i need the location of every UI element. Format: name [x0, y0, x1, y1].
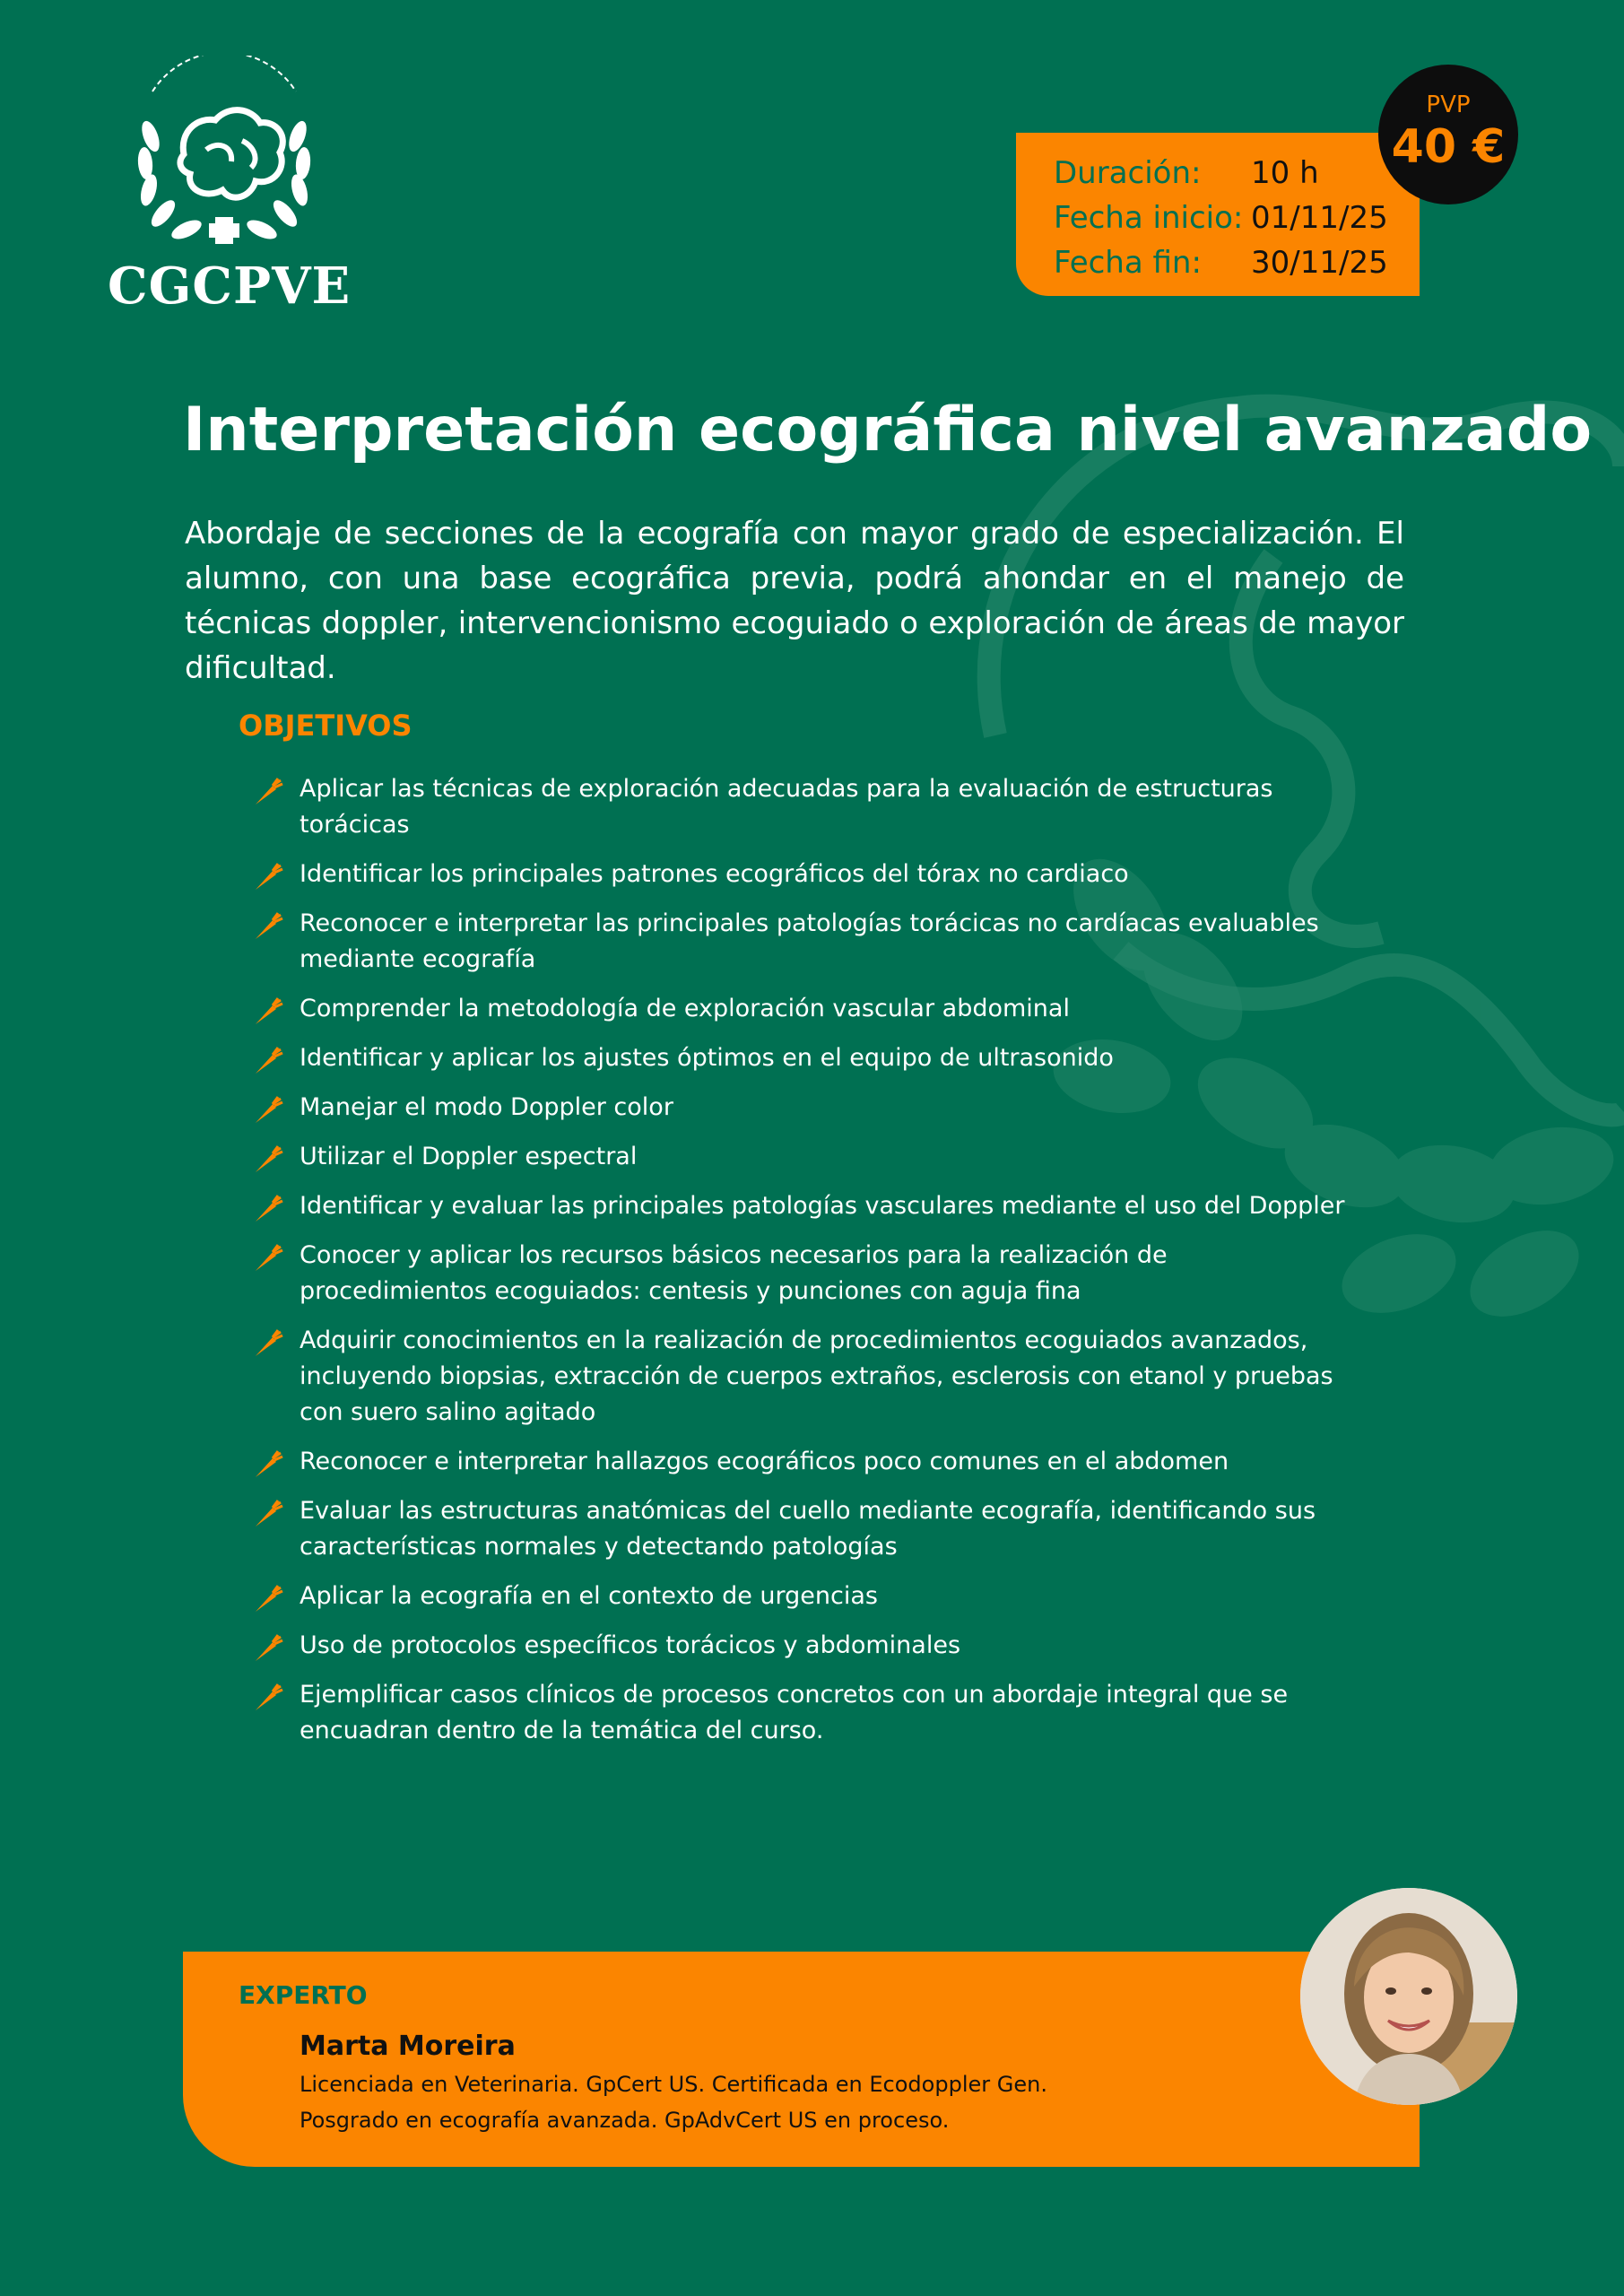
carrot-bullet-icon [253, 1633, 283, 1664]
objective-text: Manejar el modo Doppler color [300, 1093, 673, 1121]
objective-item [253, 1139, 1347, 1175]
objective-text: Reconocer e interpretar las principales patologías torácicas no cardíacas evaluables mediante ecografía [300, 909, 1319, 973]
expert-credentials-line-1: Licenciada en Veterinaria. GpCert US. Certificada en Ecodoppler Gen. [300, 2072, 1047, 2097]
start-date-row [1054, 196, 1420, 240]
objective-text: Identificar y aplicar los ajustes óptimos en el equipo de ultrasonido [300, 1044, 1114, 1072]
objective-text: Aplicar las técnicas de exploración adecuadas para la evaluación de estructuras torácicas [300, 775, 1273, 839]
carrot-bullet-icon [253, 1144, 283, 1175]
objective-text: Adquirir conocimientos en la realización de procedimientos ecoguiados avanzados, incluyendo biopsias, extracción de cuerpos extraños, esclerosis con etanol y pruebas con suero salino agitado [300, 1326, 1333, 1426]
expert-credentials-line-2: Posgrado en ecografía avanzada. GpAdvCert US en proceso. [300, 2108, 950, 2133]
objectives-heading: OBJETIVOS [239, 709, 413, 743]
end-date-label: Fecha fin: [1054, 245, 1202, 281]
carrot-bullet-icon [253, 996, 283, 1027]
course-info-box [1016, 133, 1420, 296]
course-title: Interpretación ecográfica nivel avanzado [183, 395, 1593, 465]
objective-item [253, 1493, 1347, 1565]
carrot-bullet-icon [253, 1046, 283, 1076]
objective-text: Identificar los principales patrones ecográficos del tórax no cardiaco [300, 860, 1129, 888]
objective-item [253, 1628, 1347, 1664]
objective-item [253, 1444, 1347, 1480]
duration-row [1054, 151, 1420, 196]
carrot-bullet-icon [253, 1449, 283, 1480]
objective-text: Evaluar las estructuras anatómicas del cuello mediante ecografía, identificando sus características normales y detectando patologías [300, 1497, 1316, 1561]
duration-label: Duración: [1054, 155, 1202, 191]
objective-item [253, 1578, 1347, 1614]
laurel-emblem-icon [117, 56, 332, 253]
objective-text: Aplicar la ecografía en el contexto de urgencias [300, 1582, 878, 1610]
end-date-row [1054, 240, 1420, 285]
carrot-bullet-icon [253, 911, 283, 942]
expert-avatar [1300, 1888, 1517, 2105]
expert-portrait [1300, 1888, 1517, 2105]
expert-name: Marta Moreira [300, 2031, 516, 2062]
expert-box [183, 1952, 1420, 2167]
course-intro: Abordaje de secciones de la ecografía con mayor grado de especialización. El alumno, con una base ecográfica previa, podrá ahondar en el manejo de técnicas doppler, intervencionismo ecoguiado o exploración de áreas de mayor dificultad. [185, 516, 1404, 686]
start-date-value: 01/11/25 [1251, 200, 1388, 236]
cgcpve-logo [108, 56, 352, 316]
carrot-bullet-icon [253, 777, 283, 807]
carrot-bullet-icon [253, 1194, 283, 1224]
carrot-bullet-icon [253, 862, 283, 892]
objective-item [253, 1188, 1347, 1224]
objectives-list [253, 771, 1347, 1762]
objective-item [253, 1040, 1347, 1076]
objective-item [253, 771, 1347, 843]
carrot-bullet-icon [253, 1683, 283, 1713]
objective-text: Uso de protocolos específicos torácicos y abdominales [300, 1631, 961, 1659]
objective-text: Utilizar el Doppler espectral [300, 1143, 638, 1170]
end-date-value: 30/11/25 [1251, 245, 1388, 281]
price-label: PVP [1426, 91, 1471, 118]
objective-item [253, 1677, 1347, 1749]
expert-heading: EXPERTO [239, 1980, 368, 2010]
objective-text: Conocer y aplicar los recursos básicos necesarios para la realización de procedimientos ecoguiados: centesis y punciones con aguja fina [300, 1241, 1168, 1305]
carrot-bullet-icon [253, 1328, 283, 1359]
objective-text: Identificar y evaluar las principales patologías vasculares mediante el uso del Doppler [300, 1192, 1345, 1220]
price-value: 40 € [1391, 120, 1506, 174]
carrot-bullet-icon [253, 1243, 283, 1274]
objective-item [253, 991, 1347, 1027]
objective-text: Ejemplificar casos clínicos de procesos concretos con un abordaje integral que se encuadran dentro de la temática del curso. [300, 1681, 1289, 1744]
carrot-bullet-icon [253, 1095, 283, 1126]
duration-value: 10 h [1251, 155, 1319, 191]
objective-item [253, 857, 1347, 892]
objective-item [253, 906, 1347, 978]
objective-text: Reconocer e interpretar hallazgos ecográficos poco comunes en el abdomen [300, 1448, 1229, 1475]
carrot-bullet-icon [253, 1499, 283, 1529]
objective-item [253, 1090, 1347, 1126]
price-badge [1378, 65, 1518, 204]
objective-item [253, 1238, 1347, 1309]
logo-wordmark: CGCPVE [108, 257, 352, 316]
objective-item [253, 1323, 1347, 1431]
carrot-bullet-icon [253, 1584, 283, 1614]
start-date-label: Fecha inicio: [1054, 200, 1244, 236]
objective-text: Comprender la metodología de exploración vascular abdominal [300, 995, 1070, 1022]
